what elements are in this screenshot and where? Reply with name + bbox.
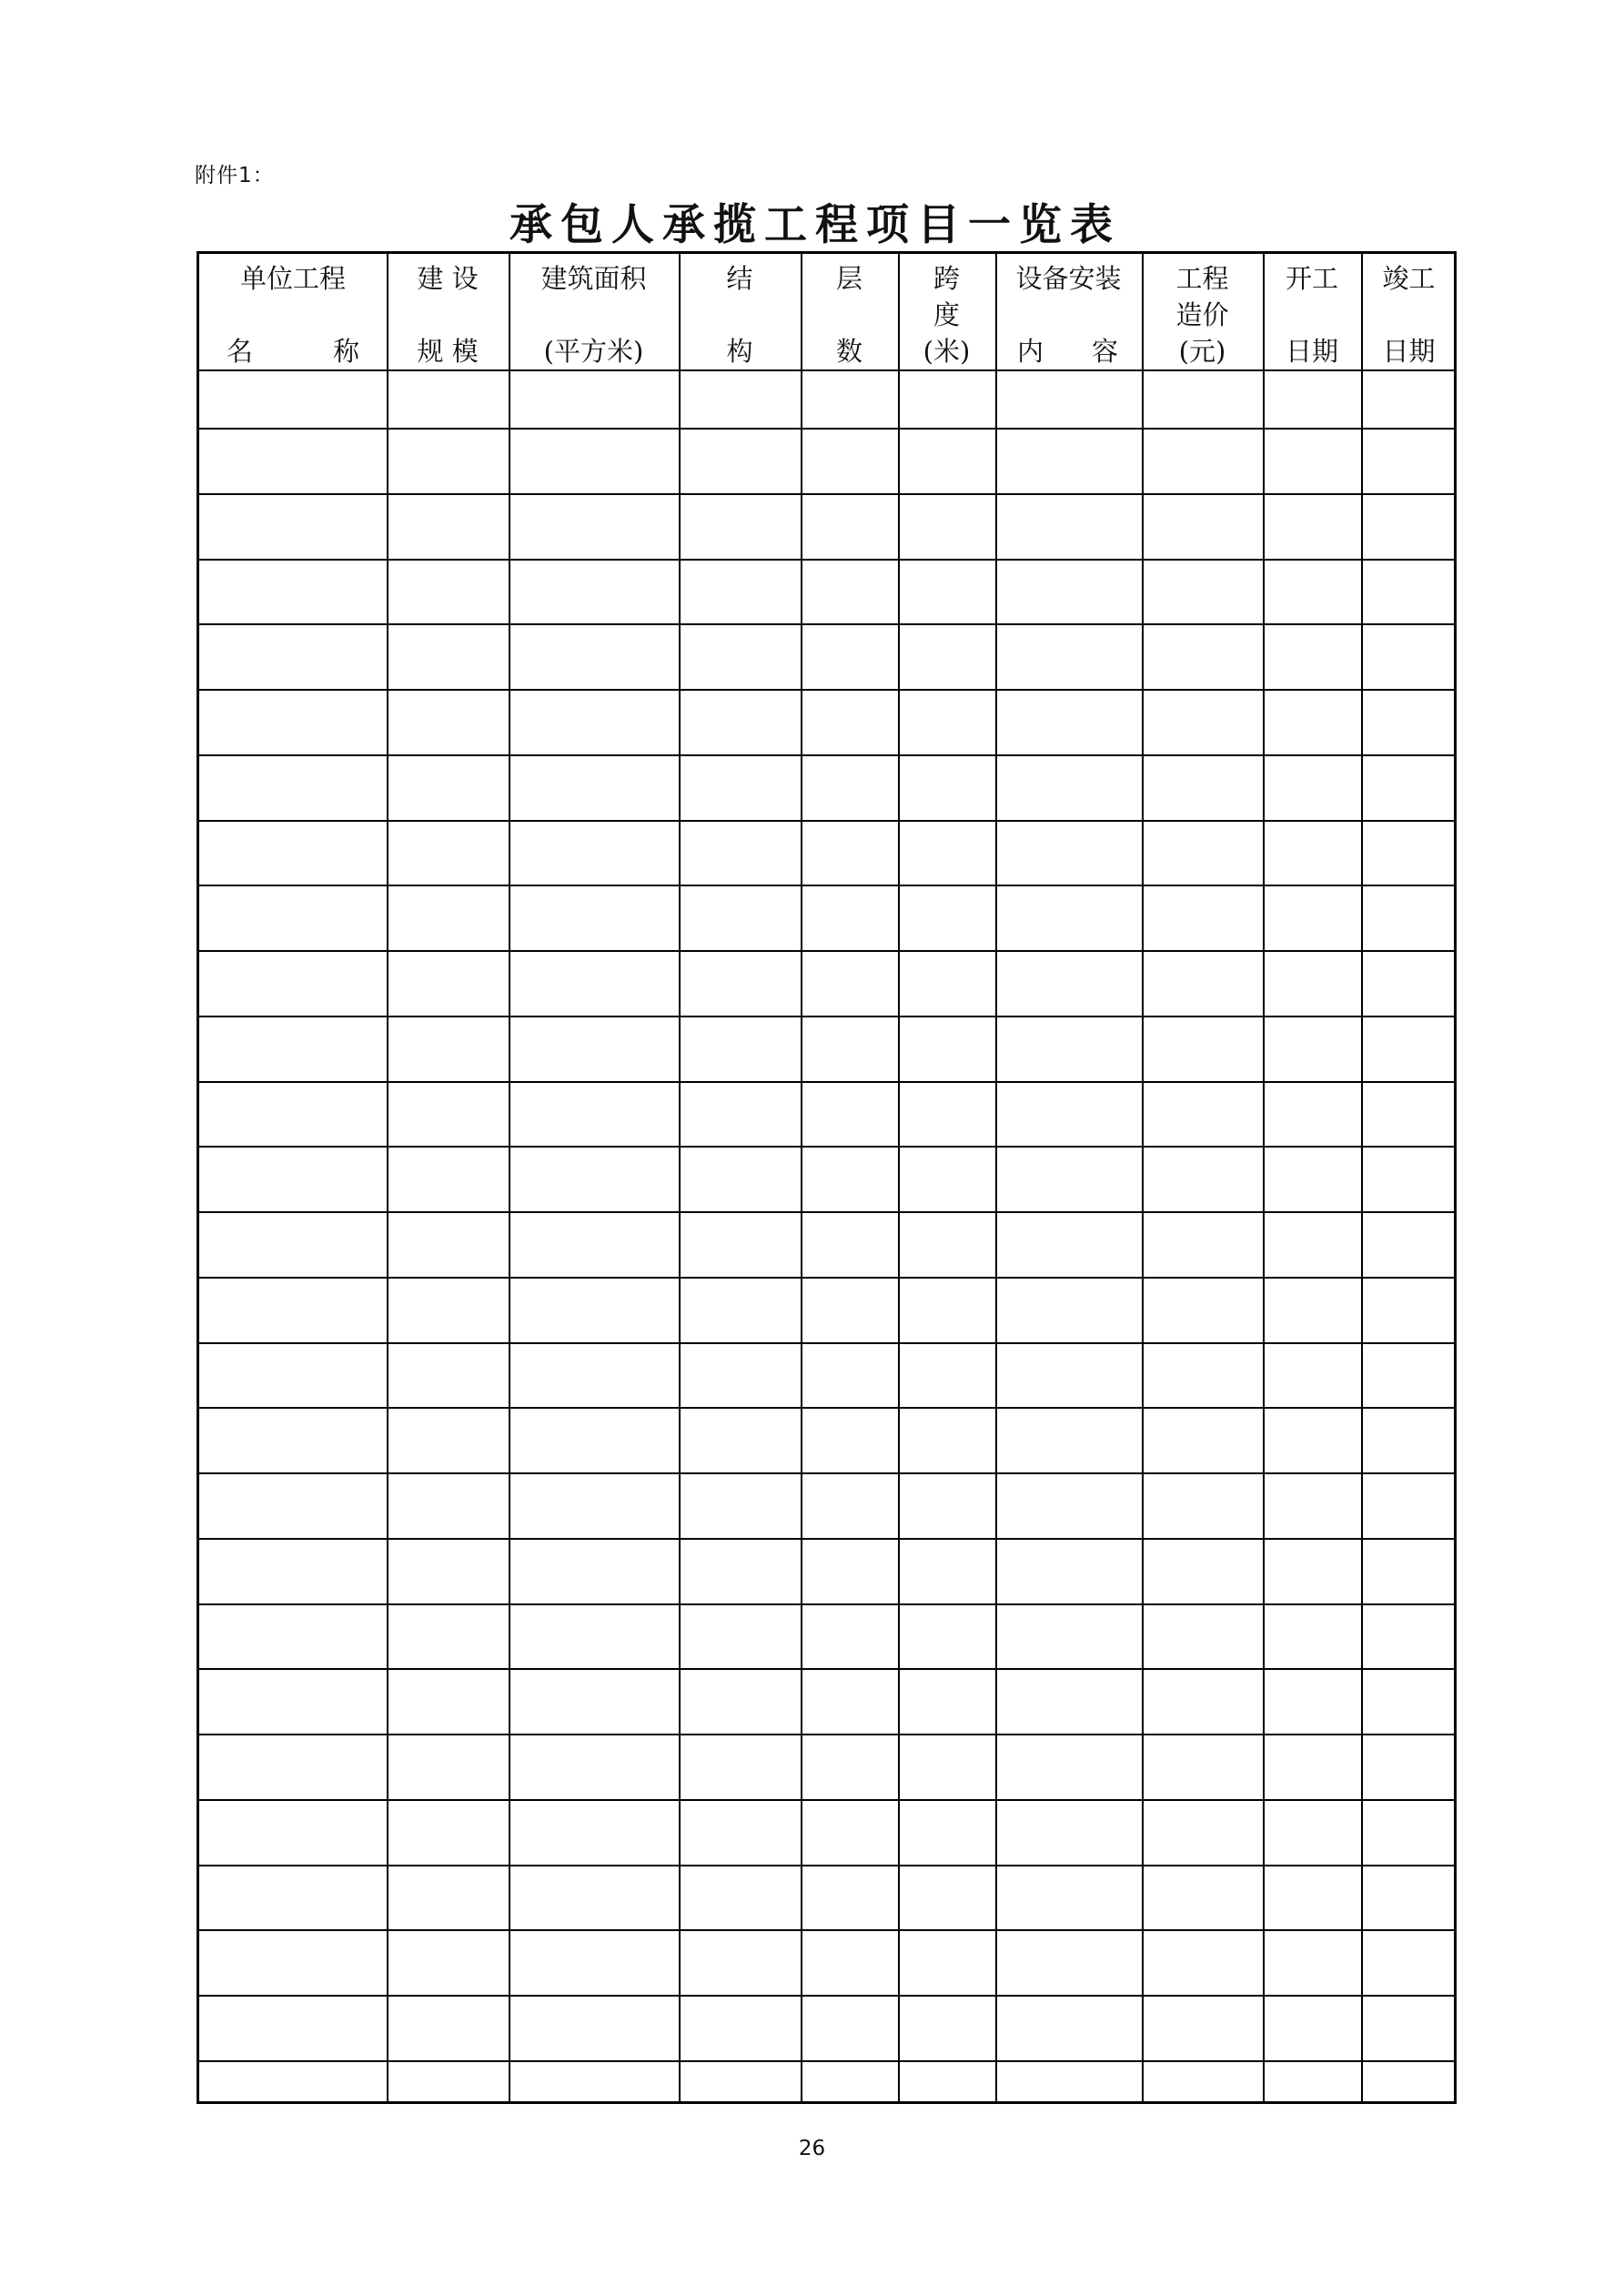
header-text: 造价 [1175, 299, 1229, 330]
row-divider [199, 1799, 1454, 1801]
header-text: 规 模 [417, 336, 479, 367]
column-divider [1263, 254, 1265, 2101]
row-divider [199, 1734, 1454, 1735]
header-text: 建筑面积 [540, 263, 647, 294]
row-divider [199, 1603, 1454, 1605]
row-divider [199, 754, 1454, 756]
header-start-date [1263, 254, 1361, 370]
header-text: 单位工程 [239, 263, 346, 294]
row-divider [199, 1081, 1454, 1083]
row-divider [199, 820, 1454, 822]
attachment-label: 附件1： [195, 164, 275, 187]
header-text: (米) [923, 336, 971, 367]
header-span [898, 254, 995, 370]
row-divider [199, 1865, 1454, 1866]
header-equipment [995, 254, 1142, 370]
row-divider [199, 1277, 1454, 1279]
header-text: 建 设 [417, 263, 479, 294]
header-text: 度 [933, 299, 960, 330]
header-text: 层 [835, 263, 862, 294]
header-text: 跨 [933, 263, 960, 294]
column-divider [387, 254, 388, 2101]
header-text: 日期 [1285, 336, 1338, 367]
project-list-table [197, 251, 1457, 2104]
column-divider [801, 254, 802, 2101]
header-text: 日期 [1382, 336, 1436, 367]
row-divider [199, 1211, 1454, 1213]
header-text: 设备安装 [1015, 263, 1122, 294]
header-text: 数 [835, 336, 862, 367]
row-divider [199, 1929, 1454, 1931]
row-divider [199, 1016, 1454, 1017]
header-unit-name [199, 254, 387, 370]
header-text: 工程 [1175, 263, 1229, 294]
header-text: 构 [726, 336, 753, 367]
header-text: 开工 [1285, 263, 1338, 294]
header-text: 竣工 [1382, 263, 1436, 294]
header-text: 名 [227, 336, 254, 367]
column-divider [679, 254, 681, 2101]
header-floors [801, 254, 898, 370]
header-text: 内 [1017, 336, 1044, 367]
row-divider [199, 428, 1454, 430]
row-divider [199, 1146, 1454, 1148]
row-divider [199, 1342, 1454, 1344]
row-divider [199, 559, 1454, 561]
header-text: 称 [332, 336, 359, 367]
header-cost [1142, 254, 1263, 370]
column-divider [1361, 254, 1363, 2101]
header-area [509, 254, 679, 370]
row-divider [199, 1668, 1454, 1670]
row-divider [199, 689, 1454, 691]
row-divider [199, 2060, 1454, 2062]
column-divider [995, 254, 997, 2101]
header-structure [679, 254, 801, 370]
row-divider [199, 1538, 1454, 1540]
header-divider [199, 369, 1454, 371]
document-title: 承包人承揽工程项目一览表 [509, 200, 1121, 250]
row-divider [199, 950, 1454, 952]
row-divider [199, 1407, 1454, 1409]
header-text: 结 [726, 263, 753, 294]
row-divider [199, 623, 1454, 625]
header-scale [387, 254, 509, 370]
row-divider [199, 1995, 1454, 1997]
column-divider [1142, 254, 1144, 2101]
header-text: (元) [1178, 336, 1226, 367]
column-divider [898, 254, 900, 2101]
column-divider [509, 254, 510, 2101]
page-number: 26 [798, 2137, 826, 2160]
row-divider [199, 1472, 1454, 1474]
header-completion-date [1361, 254, 1457, 370]
row-divider [199, 885, 1454, 886]
header-text: 容 [1091, 336, 1118, 367]
header-text: (平方米) [543, 336, 644, 367]
row-divider [199, 493, 1454, 495]
